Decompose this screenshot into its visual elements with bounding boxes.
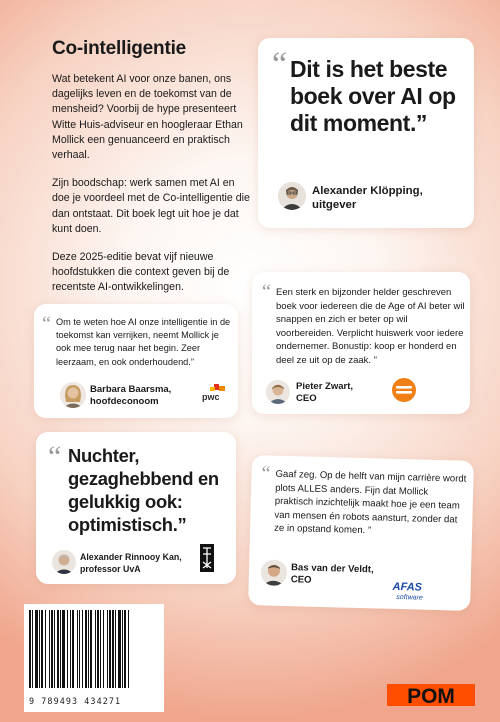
barcode-bar [67, 610, 68, 688]
barcode-bar [35, 610, 38, 688]
author-name: Barbara Baarsma, [90, 384, 172, 395]
barcode-bar [57, 610, 59, 688]
quote-author [296, 381, 353, 405]
author-role: professor UvA [80, 563, 141, 574]
quote-mark-icon: “ [48, 440, 62, 473]
barcode-bar [79, 610, 80, 688]
uva-logo-icon [200, 544, 214, 572]
pwc-logo-icon [200, 384, 228, 402]
quote-author [312, 184, 423, 212]
quote-text: Een sterk en bijzonder helder geschreven boek voor iedereen die de Age of AI beter wil snappen en zich er beter op wil voorbereiden. Verplicht huiswerk voor iedere ondernemer. Bonustip: koop er honderd en deel ze uit op de zaak. ” [276, 287, 465, 366]
avatar [52, 550, 76, 574]
quote-author [291, 562, 374, 588]
avatar [60, 382, 86, 408]
barcode-bar [112, 610, 114, 688]
quote-text: Dit is het beste boek over AI op dit moment.” [290, 56, 456, 136]
author-name: Alexander Klöpping, [312, 185, 423, 197]
avatar [266, 380, 290, 404]
quote-text: Om te weten hoe AI onze intelligentie in de toekomst kan verrijken, neemt Mollick je ook mee terug naar het begin. Zeer leerzaam, en ook onderhoudend.” [56, 317, 231, 367]
quote-mark-icon: “ [272, 46, 288, 83]
barcode-bar [85, 610, 87, 688]
barcode-bar [62, 610, 65, 688]
barcode-bar [90, 610, 92, 688]
barcode-bar [128, 610, 129, 688]
quote-card-klopping [258, 38, 474, 228]
isbn-number: 9 789493 434271 [29, 696, 122, 706]
quote-card-baarsma [34, 304, 238, 418]
isbn-barcode [24, 604, 164, 712]
author-name: Alexander Rinnooy Kan, [80, 552, 182, 562]
barcode-bar [109, 610, 111, 688]
barcode-bar [77, 610, 78, 688]
svg-text:AFAS: AFAS [392, 580, 423, 594]
barcode-bar [60, 610, 61, 688]
svg-text:software: software [396, 593, 423, 602]
intro-paragraph-3: Deze 2025-editie bevat vijf nieuwe hoofdstukken die context geven bij de recentste AI-ontwikkelingen. [52, 251, 230, 294]
avatar [261, 559, 288, 586]
page-title: Co-intelligentie [52, 38, 187, 59]
barcode-bar [49, 610, 50, 688]
avatar [278, 182, 306, 210]
barcode-bar [32, 610, 33, 688]
barcode-bar [115, 610, 116, 688]
barcode-bar [41, 610, 43, 688]
barcode-bar [103, 610, 104, 688]
intro-paragraph-2: Zijn boodschap: werk samen met AI en doe je voordeel met de Co-intelligentie die dan ontstaat. Dit boek legt uit hoe je dat kunt doen. [52, 177, 250, 235]
afas-logo-icon [390, 579, 435, 602]
quote-author [90, 384, 171, 408]
barcode-bar [118, 610, 121, 688]
barcode-bar [97, 610, 99, 688]
barcode-bar [88, 610, 89, 688]
quote-author [80, 552, 182, 575]
barcode-bar [39, 610, 40, 688]
barcode-bar [95, 610, 96, 688]
author-name: Bas van der Veldt, [290, 562, 374, 576]
author-name: Pieter Zwart, [296, 381, 354, 392]
author-role: CEO [296, 393, 317, 404]
barcode-bars-icon [29, 610, 159, 690]
barcode-bar [122, 610, 123, 688]
barcode-bar [51, 610, 53, 688]
barcode-bar [82, 610, 83, 688]
quote-mark-icon: “ [262, 281, 271, 303]
barcode-bar [124, 610, 126, 688]
quote-card-zwart [252, 272, 470, 414]
intro-paragraph-1: Wat betekent AI voor onze banen, ons dagelijks leven en de toekomst van de mensheid? Voorbij de hype presenteert Witte Huis-adviseur en hoogleraar Ethan Mollick een genuanceerd en praktisch verhaal. [52, 73, 243, 162]
quote-mark-icon: “ [42, 313, 51, 335]
svg-text:pwc: pwc [202, 392, 220, 402]
barcode-bar [54, 610, 55, 688]
quote-card-van-der-veldt [248, 455, 474, 611]
quote-text: Nuchter, gezaghebbend en gelukkig ook: optimistisch.” [68, 445, 219, 535]
barcode-bar [100, 610, 101, 688]
author-role: hoofdeconoom [90, 396, 159, 407]
barcode-bar [45, 610, 46, 688]
author-role: uitgever [312, 199, 357, 211]
intro-section [52, 38, 250, 309]
publisher-logo [387, 684, 475, 706]
quote-card-rinnooy-kan [36, 432, 236, 584]
quote-text: Gaaf zeg. Op de helft van mijn carrière wordt plots ALLES anders. Fijn dat Mollick praktisch inzichtelijk maakt hoe je een team van mensen én robots aansturt, zonder dat ze in opstand komen. ” [273, 468, 467, 537]
barcode-bar [29, 610, 31, 688]
author-role: CEO [290, 574, 312, 586]
barcode-bar [72, 610, 74, 688]
publisher-logo-text: POM [407, 685, 455, 706]
barcode-bar [107, 610, 108, 688]
coolblue-logo-icon [392, 378, 416, 402]
barcode-bar [70, 610, 71, 688]
quote-mark-icon: “ [261, 462, 271, 485]
